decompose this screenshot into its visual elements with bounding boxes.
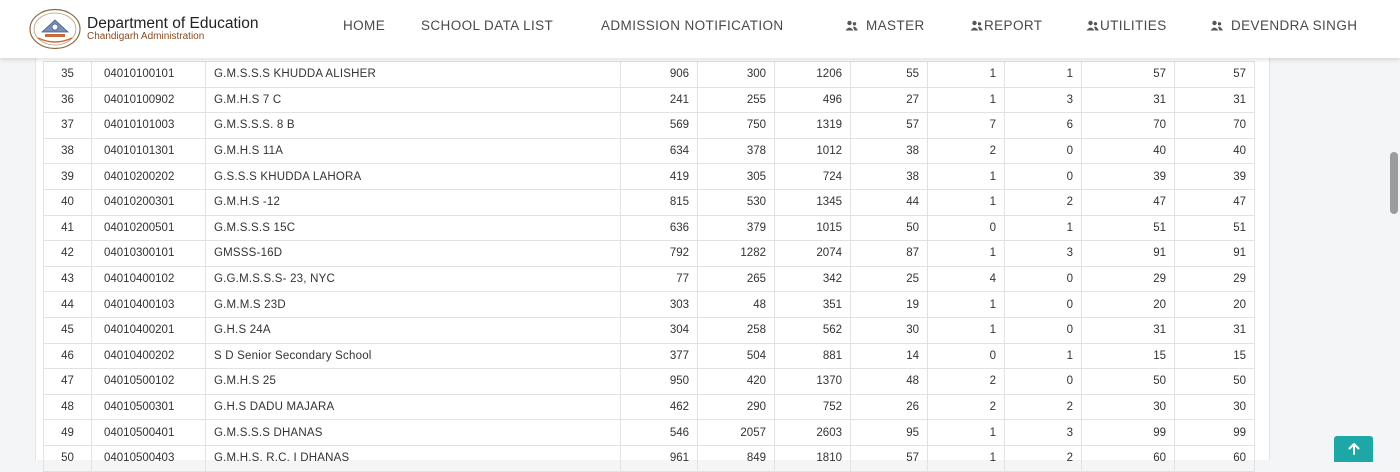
table-cell-col-7: 57 <box>1082 62 1175 88</box>
table-cell-col-total: 1206 <box>775 62 851 88</box>
table-cell-col-girls: 265 <box>698 266 775 292</box>
table-row <box>44 343 1255 369</box>
table-cell-school-name: G.H.S DADU MAJARA <box>206 394 621 420</box>
table-cell-col-5: 4 <box>928 266 1005 292</box>
table-row <box>44 292 1255 318</box>
nav-school-data-list-label: SCHOOL DATA LIST <box>421 18 554 33</box>
table-cell-col-7: 30 <box>1082 394 1175 420</box>
table-cell-col-6: 0 <box>1005 266 1082 292</box>
users-icon <box>970 20 983 31</box>
table-cell-col-6: 0 <box>1005 138 1082 164</box>
table-cell-col-5: 1 <box>928 62 1005 88</box>
table-cell-col-total: 342 <box>775 266 851 292</box>
users-icon <box>845 20 858 31</box>
table-cell-col-7: 60 <box>1082 445 1175 471</box>
table-cell-serial-no: 48 <box>44 394 92 420</box>
page-scrollbar-track[interactable] <box>1386 58 1400 460</box>
table-cell-serial-no: 44 <box>44 292 92 318</box>
table-cell-col-girls: 379 <box>698 215 775 241</box>
table-cell-school-name: G.M.S.S.S. 8 B <box>206 113 621 139</box>
scroll-to-top-button[interactable] <box>1334 436 1373 462</box>
table-cell-col-boys: 792 <box>621 241 698 267</box>
school-data-table-body <box>44 62 1255 472</box>
table-cell-col-5: 1 <box>928 445 1005 471</box>
table-cell-udise-code: 04010200501 <box>92 215 206 241</box>
table-cell-col-4: 27 <box>851 87 928 113</box>
table-cell-col-boys: 961 <box>621 445 698 471</box>
table-cell-col-8: 29 <box>1175 266 1255 292</box>
table-cell-col-6: 1 <box>1005 215 1082 241</box>
table-cell-col-6: 1 <box>1005 62 1082 88</box>
table-cell-serial-no: 36 <box>44 87 92 113</box>
table-cell-serial-no: 41 <box>44 215 92 241</box>
table-cell-col-4: 57 <box>851 113 928 139</box>
table-cell-col-boys: 634 <box>621 138 698 164</box>
nav-user-menu[interactable] <box>1210 18 1357 33</box>
nav-user-label: DEVENDRA SINGH <box>1231 18 1358 33</box>
table-cell-school-name: G.M.H.S. R.C. I DHANAS <box>206 445 621 471</box>
table-cell-udise-code: 04010101003 <box>92 113 206 139</box>
table-cell-serial-no: 49 <box>44 420 92 446</box>
table-cell-udise-code: 04010400103 <box>92 292 206 318</box>
brand-subtitle: Chandigarh Administration <box>87 31 205 43</box>
table-cell-col-7: 29 <box>1082 266 1175 292</box>
table-cell-col-8: 50 <box>1175 369 1255 395</box>
table-row <box>44 445 1255 471</box>
table-cell-col-boys: 303 <box>621 292 698 318</box>
table-cell-udise-code: 04010400202 <box>92 343 206 369</box>
table-row <box>44 266 1255 292</box>
table-cell-col-8: 31 <box>1175 87 1255 113</box>
table-cell-col-8: 39 <box>1175 164 1255 190</box>
table-cell-col-4: 38 <box>851 138 928 164</box>
table-cell-col-4: 19 <box>851 292 928 318</box>
table-row <box>44 394 1255 420</box>
table-cell-col-girls: 48 <box>698 292 775 318</box>
table-cell-col-4: 48 <box>851 369 928 395</box>
table-cell-col-5: 1 <box>928 87 1005 113</box>
table-cell-udise-code: 04010101301 <box>92 138 206 164</box>
table-cell-col-8: 51 <box>1175 215 1255 241</box>
brand-title: Department of Education <box>87 14 259 32</box>
table-cell-col-girls: 255 <box>698 87 775 113</box>
table-cell-col-boys: 462 <box>621 394 698 420</box>
table-cell-school-name: G.M.S.S.S 15C <box>206 215 621 241</box>
table-cell-col-5: 1 <box>928 292 1005 318</box>
table-cell-col-girls: 750 <box>698 113 775 139</box>
table-row <box>44 138 1255 164</box>
table-cell-col-total: 1370 <box>775 369 851 395</box>
table-cell-col-8: 99 <box>1175 420 1255 446</box>
table-cell-col-total: 562 <box>775 317 851 343</box>
table-cell-col-7: 47 <box>1082 189 1175 215</box>
table-cell-col-total: 1810 <box>775 445 851 471</box>
table-cell-school-name: S D Senior Secondary School <box>206 343 621 369</box>
table-cell-udise-code: 04010400102 <box>92 266 206 292</box>
table-cell-serial-no: 42 <box>44 241 92 267</box>
table-cell-col-total: 752 <box>775 394 851 420</box>
table-cell-col-7: 70 <box>1082 113 1175 139</box>
table-cell-col-5: 0 <box>928 215 1005 241</box>
table-cell-col-4: 25 <box>851 266 928 292</box>
table-cell-udise-code: 04010200301 <box>92 189 206 215</box>
table-row <box>44 113 1255 139</box>
table-cell-udise-code: 04010500102 <box>92 369 206 395</box>
table-cell-serial-no: 40 <box>44 189 92 215</box>
table-cell-col-5: 1 <box>928 189 1005 215</box>
table-cell-col-6: 6 <box>1005 113 1082 139</box>
table-cell-col-boys: 304 <box>621 317 698 343</box>
table-cell-col-girls: 1282 <box>698 241 775 267</box>
table-cell-col-total: 1345 <box>775 189 851 215</box>
table-cell-col-6: 0 <box>1005 317 1082 343</box>
table-cell-col-8: 40 <box>1175 138 1255 164</box>
users-icon <box>1086 20 1099 31</box>
nav-report-label: REPORT <box>984 18 1043 33</box>
table-cell-col-girls: 290 <box>698 394 775 420</box>
nav-report[interactable] <box>970 18 1042 33</box>
table-cell-col-total: 2603 <box>775 420 851 446</box>
table-cell-col-7: 31 <box>1082 87 1175 113</box>
table-cell-serial-no: 45 <box>44 317 92 343</box>
table-cell-col-6: 3 <box>1005 87 1082 113</box>
table-cell-col-total: 881 <box>775 343 851 369</box>
table-cell-udise-code: 04010100902 <box>92 87 206 113</box>
table-cell-col-5: 2 <box>928 369 1005 395</box>
table-cell-serial-no: 38 <box>44 138 92 164</box>
table-cell-school-name: G.M.M.S 23D <box>206 292 621 318</box>
table-cell-col-6: 2 <box>1005 394 1082 420</box>
nav-utilities[interactable] <box>1086 18 1167 33</box>
nav-admission-notification-label: ADMISSION NOTIFICATION <box>601 18 784 33</box>
table-cell-col-7: 39 <box>1082 164 1175 190</box>
table-cell-col-4: 30 <box>851 317 928 343</box>
table-cell-col-6: 3 <box>1005 420 1082 446</box>
table-cell-serial-no: 35 <box>44 62 92 88</box>
table-cell-col-boys: 241 <box>621 87 698 113</box>
table-cell-school-name: G.M.S.S.S KHUDDA ALISHER <box>206 62 621 88</box>
table-cell-serial-no: 43 <box>44 266 92 292</box>
table-cell-col-5: 1 <box>928 241 1005 267</box>
table-cell-col-boys: 546 <box>621 420 698 446</box>
table-cell-col-7: 51 <box>1082 215 1175 241</box>
table-cell-col-total: 724 <box>775 164 851 190</box>
table-cell-col-4: 44 <box>851 189 928 215</box>
table-cell-col-6: 1 <box>1005 343 1082 369</box>
table-cell-col-4: 26 <box>851 394 928 420</box>
table-cell-col-7: 40 <box>1082 138 1175 164</box>
table-cell-school-name: G.M.S.S.S DHANAS <box>206 420 621 446</box>
table-cell-col-boys: 77 <box>621 266 698 292</box>
table-row <box>44 241 1255 267</box>
table-cell-udise-code: 04010100101 <box>92 62 206 88</box>
table-cell-col-girls: 530 <box>698 189 775 215</box>
table-cell-col-4: 50 <box>851 215 928 241</box>
table-cell-serial-no: 37 <box>44 113 92 139</box>
table-cell-col-total: 1015 <box>775 215 851 241</box>
table-cell-col-total: 1319 <box>775 113 851 139</box>
nav-utilities-label: UTILITIES <box>1100 18 1167 33</box>
table-cell-col-girls: 849 <box>698 445 775 471</box>
table-cell-col-boys: 815 <box>621 189 698 215</box>
table-cell-school-name: G.M.H.S 25 <box>206 369 621 395</box>
users-icon <box>1210 20 1223 31</box>
table-cell-col-5: 2 <box>928 138 1005 164</box>
table-cell-udise-code: 04010300101 <box>92 241 206 267</box>
table-cell-udise-code: 04010500301 <box>92 394 206 420</box>
table-cell-col-6: 3 <box>1005 241 1082 267</box>
table-row <box>44 189 1255 215</box>
table-cell-col-girls: 504 <box>698 343 775 369</box>
table-cell-col-total: 1012 <box>775 138 851 164</box>
table-cell-udise-code: 04010500401 <box>92 420 206 446</box>
table-cell-col-boys: 950 <box>621 369 698 395</box>
table-cell-udise-code: 04010400201 <box>92 317 206 343</box>
table-cell-col-total: 496 <box>775 87 851 113</box>
table-cell-col-8: 70 <box>1175 113 1255 139</box>
table-cell-school-name: G.G.M.S.S.S- 23, NYC <box>206 266 621 292</box>
nav-master[interactable] <box>845 18 925 33</box>
table-row <box>44 164 1255 190</box>
table-cell-col-girls: 258 <box>698 317 775 343</box>
table-cell-serial-no: 50 <box>44 445 92 471</box>
table-cell-col-8: 91 <box>1175 241 1255 267</box>
table-cell-col-7: 99 <box>1082 420 1175 446</box>
table-cell-col-5: 7 <box>928 113 1005 139</box>
table-cell-col-8: 15 <box>1175 343 1255 369</box>
table-cell-udise-code: 04010200202 <box>92 164 206 190</box>
nav-admission-notification[interactable] <box>601 18 784 33</box>
table-row <box>44 420 1255 446</box>
table-cell-col-girls: 2057 <box>698 420 775 446</box>
table-cell-school-name: G.S.S.S KHUDDA LAHORA <box>206 164 621 190</box>
table-cell-col-6: 0 <box>1005 292 1082 318</box>
school-data-table <box>43 61 1255 472</box>
table-cell-col-6: 2 <box>1005 189 1082 215</box>
table-cell-col-5: 1 <box>928 317 1005 343</box>
page-scrollbar-thumb[interactable] <box>1390 152 1398 214</box>
table-cell-col-boys: 569 <box>621 113 698 139</box>
table-cell-col-7: 31 <box>1082 317 1175 343</box>
table-row <box>44 62 1255 88</box>
table-cell-col-5: 2 <box>928 394 1005 420</box>
table-cell-col-boys: 906 <box>621 62 698 88</box>
table-cell-col-boys: 377 <box>621 343 698 369</box>
table-cell-col-8: 47 <box>1175 189 1255 215</box>
table-cell-col-total: 351 <box>775 292 851 318</box>
table-cell-col-7: 50 <box>1082 369 1175 395</box>
table-cell-school-name: G.M.H.S 11A <box>206 138 621 164</box>
table-cell-udise-code: 04010500403 <box>92 445 206 471</box>
table-cell-col-4: 95 <box>851 420 928 446</box>
table-cell-col-6: 0 <box>1005 369 1082 395</box>
nav-home-label: HOME <box>343 18 386 33</box>
table-cell-col-8: 20 <box>1175 292 1255 318</box>
table-cell-col-8: 30 <box>1175 394 1255 420</box>
nav-master-label: MASTER <box>866 18 925 33</box>
table-cell-col-4: 87 <box>851 241 928 267</box>
table-cell-col-5: 1 <box>928 164 1005 190</box>
nav-school-data-list[interactable] <box>421 18 553 33</box>
table-cell-col-4: 14 <box>851 343 928 369</box>
table-cell-col-4: 57 <box>851 445 928 471</box>
department-seal-logo <box>28 8 82 50</box>
table-cell-col-total: 2074 <box>775 241 851 267</box>
table-row <box>44 215 1255 241</box>
table-cell-school-name: G.M.H.S 7 C <box>206 87 621 113</box>
table-cell-col-8: 31 <box>1175 317 1255 343</box>
table-cell-col-5: 1 <box>928 420 1005 446</box>
table-cell-serial-no: 46 <box>44 343 92 369</box>
arrow-up-icon <box>1347 442 1361 456</box>
table-cell-school-name: G.M.H.S -12 <box>206 189 621 215</box>
table-cell-col-boys: 419 <box>621 164 698 190</box>
table-cell-serial-no: 47 <box>44 369 92 395</box>
table-cell-col-girls: 420 <box>698 369 775 395</box>
table-cell-col-4: 55 <box>851 62 928 88</box>
table-cell-col-6: 0 <box>1005 164 1082 190</box>
table-cell-col-5: 0 <box>928 343 1005 369</box>
table-cell-col-8: 60 <box>1175 445 1255 471</box>
table-row <box>44 369 1255 395</box>
table-cell-col-girls: 378 <box>698 138 775 164</box>
table-cell-school-name: GMSSS-16D <box>206 241 621 267</box>
table-row <box>44 87 1255 113</box>
table-cell-col-7: 15 <box>1082 343 1175 369</box>
nav-home[interactable] <box>343 18 385 33</box>
top-navbar <box>0 0 1400 58</box>
brand[interactable] <box>28 6 258 52</box>
table-cell-col-girls: 300 <box>698 62 775 88</box>
table-row <box>44 317 1255 343</box>
table-cell-col-boys: 636 <box>621 215 698 241</box>
table-cell-col-8: 57 <box>1175 62 1255 88</box>
table-cell-col-7: 20 <box>1082 292 1175 318</box>
table-cell-serial-no: 39 <box>44 164 92 190</box>
table-cell-col-7: 91 <box>1082 241 1175 267</box>
table-cell-col-4: 38 <box>851 164 928 190</box>
table-cell-school-name: G.H.S 24A <box>206 317 621 343</box>
table-cell-col-6: 2 <box>1005 445 1082 471</box>
table-cell-col-girls: 305 <box>698 164 775 190</box>
